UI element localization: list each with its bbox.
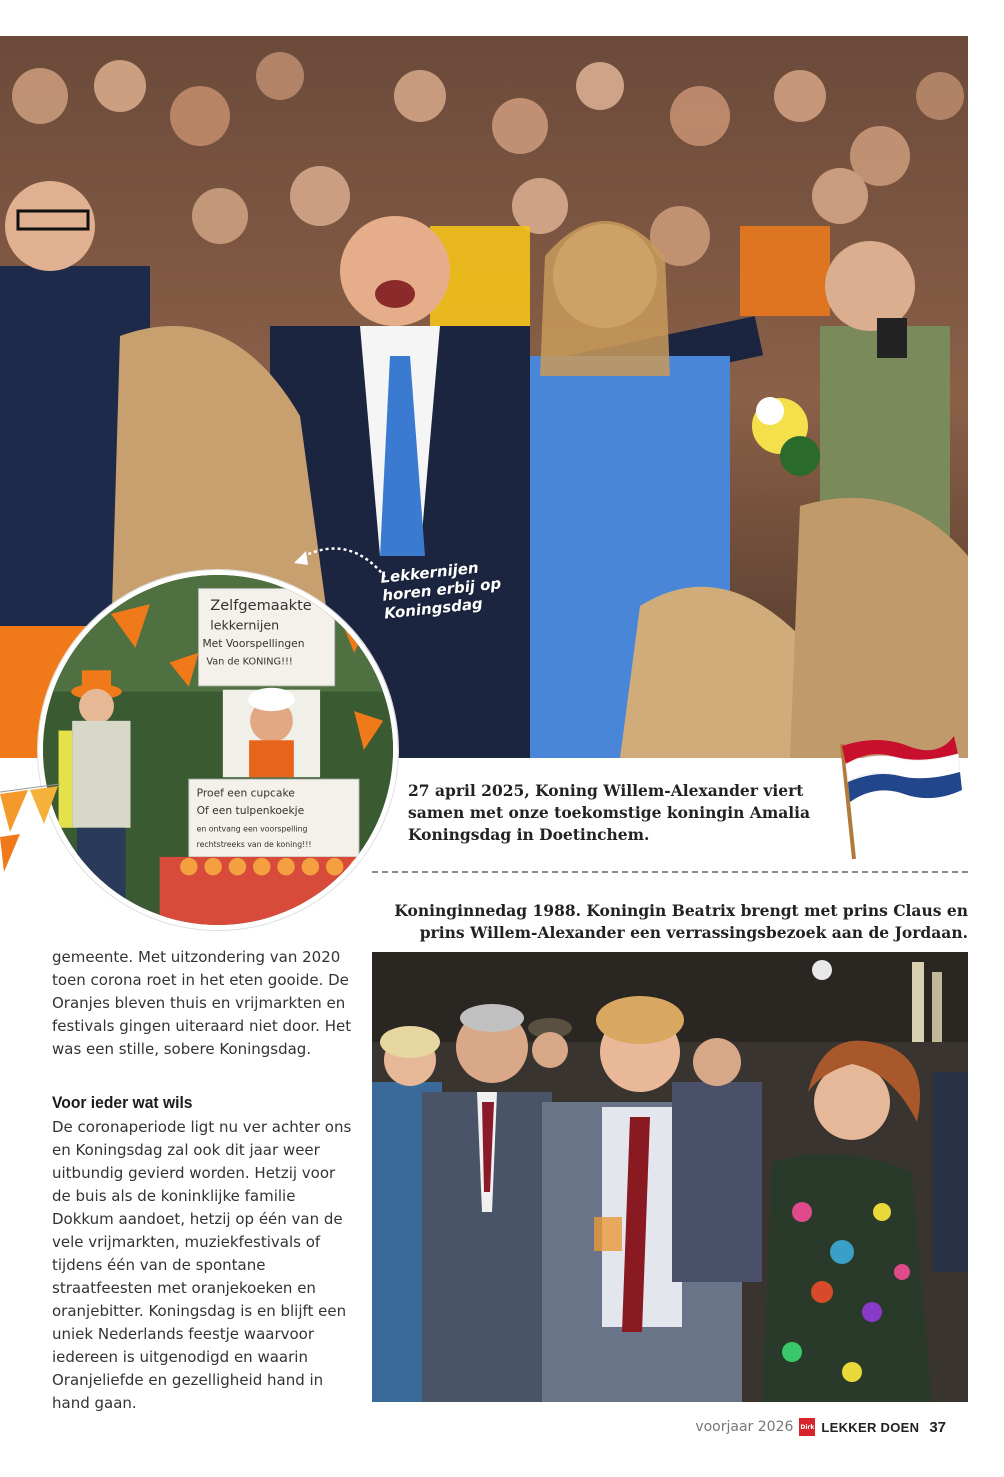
article-paragraph-2-text: De coronaperiode ligt nu ver achter ons en Koningsdag zal ook dit jaar weer uitbundig gevierd worden. Hetzij voor de buis als de koninklijke familie Dokkum aandoet, hetzij op één van de vele vrijmarkten, muziekfestivals of tijdens één van de spontane straatfeesten met oranjekoeken en oranjebitter. Koningsdag is en blijft een uniek Nederlands feestje waarvoor iedereen is uitgenodigd en waarin Oranjeliefde en gezelligheid hand in hand gaan. [52, 1118, 352, 1412]
footer-season: voorjaar 2026 [695, 1419, 794, 1435]
inset-sign-lower1: Proef een cupcake [196, 786, 295, 800]
inset-sign-lower3: en ontvang een voorspelling [196, 824, 308, 834]
caption-bottom: Koninginnedag 1988. Koningin Beatrix brengt met prins Claus en prins Willem-Alexander een verrassingsbezoek aan de Jordaan. [394, 901, 968, 942]
bunting-icon [0, 782, 60, 882]
inset-sign-lower4: rechtstreeks van de koning!!! [196, 840, 312, 850]
page-footer [695, 1418, 946, 1436]
dashed-divider [372, 871, 968, 873]
inset-sign-lower2: Of een tulpenkoekje [196, 804, 305, 818]
dirk-logo-icon [799, 1418, 815, 1436]
inset-sign-line2: lekkernijen [210, 617, 280, 633]
dutch-flag-icon [828, 724, 968, 864]
inset-photo [38, 570, 398, 930]
footer-brand: LEKKER DOEN [821, 1419, 920, 1435]
article-paragraph-1-text: gemeente. Met uitzondering van 2020 toen corona roet in het eten gooide. De Oranjes bleven thuis en vrijmarkten en festivals gingen uiteraard niet door. Het was een stille, sobere Koningsdag. [52, 948, 352, 1058]
page-number: 37 [929, 1418, 946, 1436]
inset-sign-line1: Zelfgemaakte [210, 597, 312, 614]
inset-sign-line4: Van de KONING!!! [206, 656, 293, 668]
article-subhead: Voor ieder wat wils [52, 1093, 193, 1112]
bottom-photo [372, 952, 968, 1402]
caption-top: 27 april 2025, Koning Willem-Alexander viert samen met onze toekomstige koningin Amalia Koningsdag in Doetinchem. [408, 781, 811, 844]
callout-text: Lekkernijen horen erbij op Koningsdag [379, 558, 502, 623]
article-paragraph-1 [52, 946, 354, 1061]
dirk-logo-text: Dirk [800, 1423, 815, 1431]
inset-sign-line3: Met Voorspellingen [202, 636, 305, 650]
article-paragraph-2 [52, 1116, 354, 1415]
callout-arrow-icon [290, 535, 390, 580]
